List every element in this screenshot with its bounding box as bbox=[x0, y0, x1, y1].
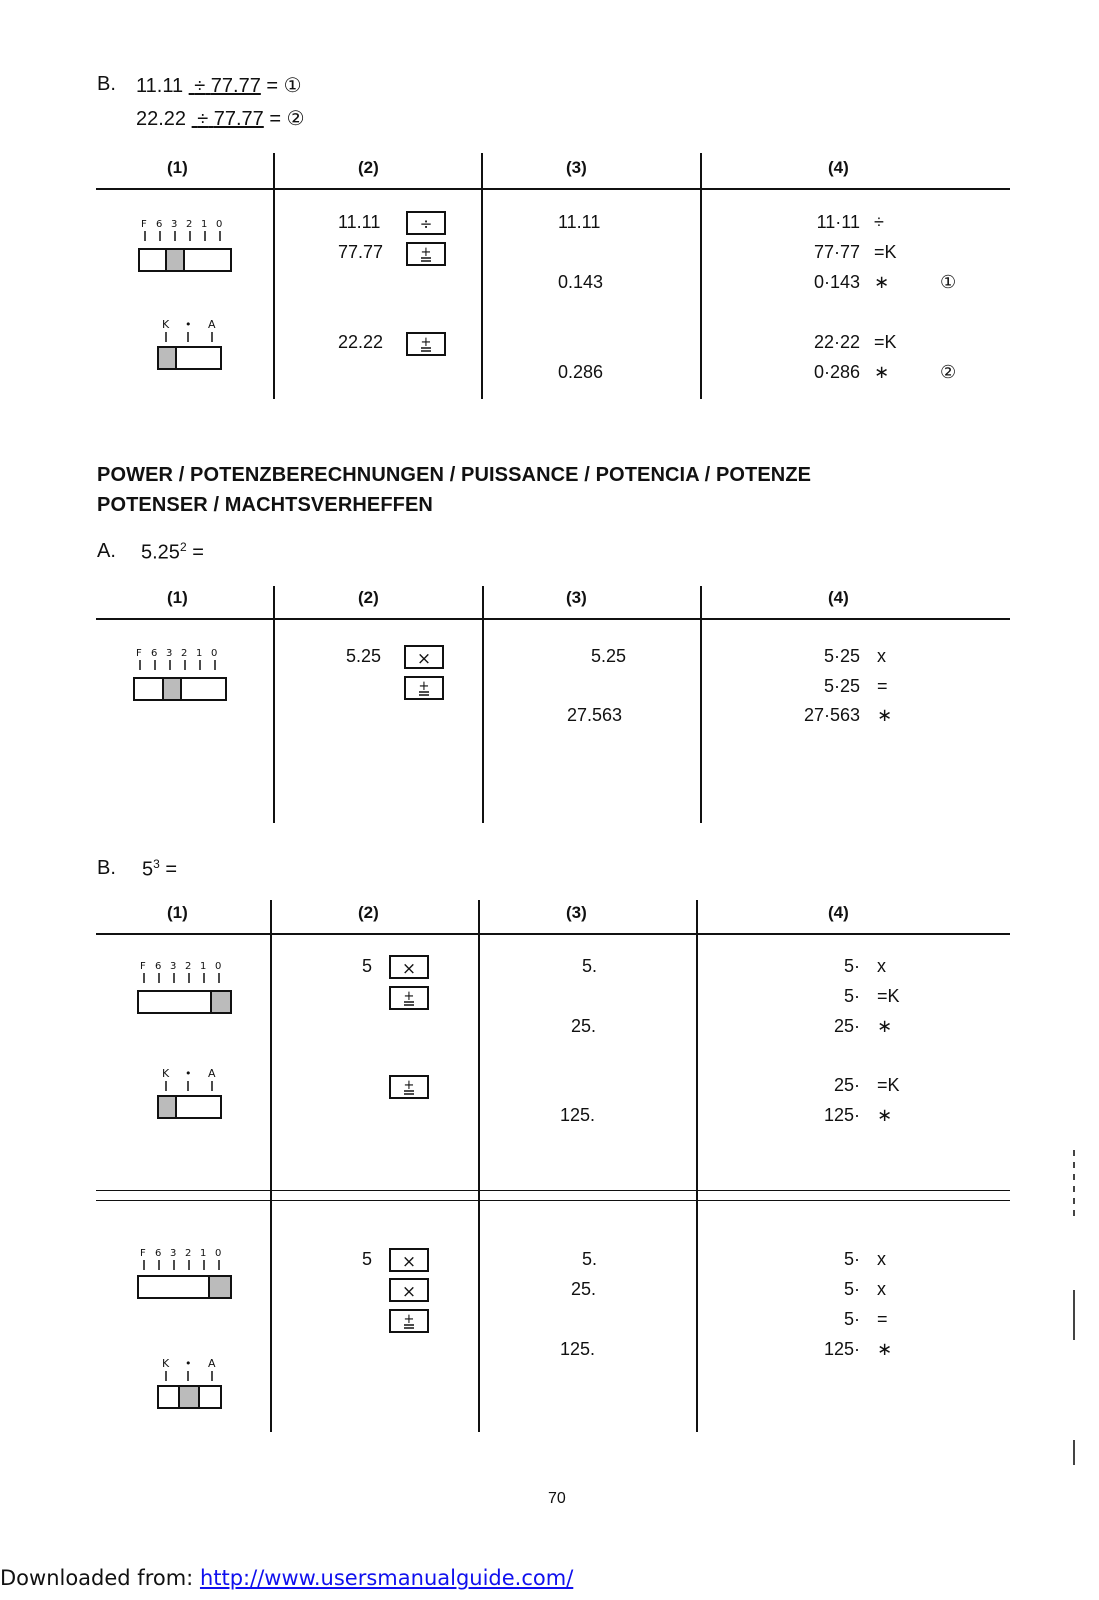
switch-label: 6 bbox=[156, 219, 163, 230]
double-rule bbox=[96, 1190, 1010, 1191]
svg-text:A: A bbox=[208, 1067, 216, 1080]
scan-margin-mark bbox=[1073, 1150, 1075, 1220]
svg-text:6: 6 bbox=[155, 1248, 162, 1259]
column-divider bbox=[481, 153, 483, 399]
col-header-4: (4) bbox=[828, 588, 849, 607]
entry-value: 5 bbox=[362, 956, 373, 976]
column-divider bbox=[700, 586, 702, 823]
printout-value: 5· bbox=[843, 1279, 860, 1299]
plus-equals-key-icon bbox=[389, 1075, 429, 1099]
circled-mark: ② bbox=[940, 362, 957, 382]
footer-link[interactable]: http://www.usersmanualguide.com/ bbox=[199, 1566, 574, 1590]
plus-equals-key-icon bbox=[389, 986, 429, 1010]
svg-text:2: 2 bbox=[185, 1248, 192, 1259]
header-rule bbox=[96, 618, 1010, 620]
section-title: POWER / POTENZBERECHNUNGEN / PUISSANCE / POTENCIA / POTENZE bbox=[97, 464, 812, 486]
col-header-3: (3) bbox=[566, 903, 587, 922]
switch-label: 2 bbox=[186, 219, 193, 230]
download-footer bbox=[0, 1566, 573, 1590]
header-rule bbox=[96, 188, 1010, 190]
equation-line-2 bbox=[136, 106, 305, 131]
printout-symbol: =K bbox=[877, 1075, 900, 1095]
svg-text:+: + bbox=[403, 989, 415, 1004]
section-a-label: A. bbox=[97, 540, 116, 562]
display-value: 25. bbox=[571, 1279, 597, 1299]
printout-value: 22·22 bbox=[813, 332, 860, 352]
section-b-label: B. bbox=[97, 73, 116, 95]
printout-symbol: x bbox=[877, 1249, 886, 1269]
rounding-selector-switch bbox=[157, 1065, 227, 1126]
printout-value: 25· bbox=[833, 1075, 860, 1095]
double-rule bbox=[96, 1200, 1010, 1201]
entry-value: 5 bbox=[362, 1249, 373, 1269]
plus-equals-key-icon bbox=[404, 676, 444, 700]
printout-value: 11·11 bbox=[816, 212, 860, 232]
printout-value: 5·25 bbox=[823, 646, 860, 666]
printout-value: 5· bbox=[843, 1249, 860, 1269]
svg-text:+: + bbox=[403, 1078, 415, 1093]
svg-text:•: • bbox=[185, 1357, 192, 1370]
col-header-2: (2) bbox=[358, 903, 379, 922]
svg-text:3: 3 bbox=[170, 961, 177, 972]
svg-text:1: 1 bbox=[200, 961, 207, 972]
display-value: 27.563 bbox=[567, 705, 623, 725]
display-value: 5. bbox=[582, 1249, 598, 1269]
svg-text:K: K bbox=[162, 1357, 170, 1370]
column-divider bbox=[482, 586, 484, 823]
printout-symbol: =K bbox=[877, 986, 900, 1006]
entry-value: 77.77 bbox=[338, 242, 384, 262]
svg-text:K: K bbox=[162, 1067, 170, 1080]
printout-value: 125· bbox=[823, 1105, 860, 1125]
operator: ÷ 77.77 bbox=[197, 108, 264, 130]
switch-label: 0 bbox=[216, 219, 223, 230]
printout-value: 5· bbox=[843, 986, 860, 1006]
column-divider bbox=[270, 900, 272, 1432]
decimal-selector-switch bbox=[137, 958, 237, 1021]
svg-text:×: × bbox=[401, 1252, 417, 1270]
entry-value: 5.25 bbox=[346, 646, 382, 666]
col-header-1: (1) bbox=[167, 903, 188, 922]
svg-text:3: 3 bbox=[170, 1248, 177, 1259]
switch-label: 1 bbox=[201, 219, 208, 230]
svg-text:F: F bbox=[140, 961, 146, 972]
column-divider bbox=[700, 153, 702, 399]
multiply-key-icon bbox=[389, 1248, 429, 1272]
display-value: 5.25 bbox=[591, 646, 627, 666]
svg-text:A: A bbox=[208, 1357, 216, 1370]
switch-label: F bbox=[141, 219, 147, 230]
printout-value: 5·25 bbox=[823, 676, 860, 696]
printout-symbol: ∗ bbox=[874, 272, 890, 292]
svg-text:1: 1 bbox=[200, 1248, 207, 1259]
divide-key-icon bbox=[406, 211, 446, 235]
printout-symbol: = bbox=[877, 676, 888, 696]
display-value: 25. bbox=[571, 1016, 597, 1036]
printout-value: 25· bbox=[833, 1016, 860, 1036]
header-rule bbox=[96, 933, 1010, 935]
rounding-selector-switch bbox=[157, 316, 227, 377]
equals: = bbox=[269, 108, 282, 130]
svg-text:×: × bbox=[401, 959, 417, 977]
circled-mark: ① bbox=[940, 272, 957, 292]
display-value: 125. bbox=[560, 1105, 596, 1125]
section-title-continued: POTENSER / MACHTSVERHEFFEN bbox=[97, 494, 433, 516]
display-value: 5. bbox=[582, 956, 598, 976]
display-value: 11.11 bbox=[558, 212, 601, 232]
printout-value: 0·143 bbox=[813, 272, 860, 292]
printout-symbol: ∗ bbox=[877, 1105, 893, 1125]
display-value: 125. bbox=[560, 1339, 596, 1359]
svg-text:+: + bbox=[420, 335, 432, 350]
operand: 11.11 bbox=[136, 75, 184, 97]
printout-symbol: x bbox=[877, 646, 886, 666]
display-value: 0.286 bbox=[558, 362, 604, 382]
svg-text:×: × bbox=[416, 649, 432, 667]
printout-symbol: ÷ bbox=[874, 212, 884, 232]
svg-text:1: 1 bbox=[196, 648, 203, 659]
printout-value: 0·286 bbox=[813, 362, 860, 382]
svg-text:6: 6 bbox=[155, 961, 162, 972]
printout-symbol: ∗ bbox=[877, 705, 893, 725]
circled-mark: ② bbox=[286, 108, 305, 130]
printout-value: 5· bbox=[843, 956, 860, 976]
column-divider bbox=[273, 153, 275, 399]
power-equation-b: $5^3$ = bbox=[142, 857, 178, 881]
printout-symbol: x bbox=[877, 1279, 886, 1299]
svg-text:2: 2 bbox=[185, 961, 192, 972]
printout-value: 77·77 bbox=[813, 242, 860, 262]
column-divider bbox=[696, 900, 698, 1432]
decimal-selector-switch bbox=[138, 216, 234, 279]
svg-text:•: • bbox=[185, 1067, 192, 1080]
switch-label: 3 bbox=[171, 219, 178, 230]
printout-symbol: ∗ bbox=[874, 362, 890, 382]
svg-text:F: F bbox=[136, 648, 142, 659]
display-value: 0.143 bbox=[558, 272, 604, 292]
decimal-selector-switch bbox=[133, 645, 229, 708]
switch-label: A bbox=[208, 318, 216, 331]
col-header-3: (3) bbox=[566, 588, 587, 607]
plus-equals-key-icon bbox=[406, 242, 446, 266]
printout-symbol: ∗ bbox=[877, 1016, 893, 1036]
multiply-key-icon bbox=[404, 645, 444, 669]
svg-text:+: + bbox=[418, 679, 430, 694]
power-equation-a: 5.25$^2$ = bbox=[141, 540, 204, 564]
col-header-3: (3) bbox=[566, 158, 587, 177]
decimal-selector-switch bbox=[137, 1245, 237, 1308]
plus-equals-key-icon bbox=[389, 1309, 429, 1333]
col-header-2: (2) bbox=[358, 588, 379, 607]
equals: = bbox=[266, 75, 279, 97]
svg-text:2: 2 bbox=[181, 648, 188, 659]
printout-symbol: =K bbox=[874, 332, 897, 352]
col-header-2: (2) bbox=[358, 158, 379, 177]
page-number: 70 bbox=[548, 1490, 566, 1507]
printout-value: 125· bbox=[823, 1339, 860, 1359]
printout-value: 27·563 bbox=[803, 705, 860, 725]
svg-text:0: 0 bbox=[215, 961, 222, 972]
svg-text:3: 3 bbox=[166, 648, 173, 659]
equation-line-1 bbox=[136, 73, 302, 98]
printout-symbol: =K bbox=[874, 242, 897, 262]
multiply-key-icon bbox=[389, 1278, 429, 1302]
switch-label: K bbox=[162, 318, 170, 331]
circled-mark: ① bbox=[283, 75, 302, 97]
entry-value: 11.11 bbox=[338, 212, 381, 232]
multiply-key-icon bbox=[389, 955, 429, 979]
section-b2-label: B. bbox=[97, 857, 116, 879]
operator: ÷ 77.77 bbox=[194, 75, 261, 97]
col-header-4: (4) bbox=[828, 903, 849, 922]
svg-text:0: 0 bbox=[215, 1248, 222, 1259]
rounding-selector-switch bbox=[157, 1355, 227, 1416]
printout-symbol: x bbox=[877, 956, 886, 976]
svg-text:0: 0 bbox=[211, 648, 218, 659]
printout-value: 5· bbox=[843, 1309, 860, 1329]
column-divider bbox=[478, 900, 480, 1432]
svg-text:+: + bbox=[403, 1312, 415, 1327]
scan-margin-mark bbox=[1073, 1290, 1075, 1340]
svg-text:÷: ÷ bbox=[419, 215, 433, 233]
scan-margin-mark bbox=[1073, 1440, 1075, 1465]
svg-text:F: F bbox=[140, 1248, 146, 1259]
column-divider bbox=[273, 586, 275, 823]
footer-label: Downloaded from: bbox=[0, 1566, 194, 1590]
operand: 22.22 bbox=[136, 108, 187, 130]
printout-symbol: ∗ bbox=[877, 1339, 893, 1359]
svg-text:+: + bbox=[420, 245, 432, 260]
svg-text:6: 6 bbox=[151, 648, 158, 659]
col-header-1: (1) bbox=[167, 158, 188, 177]
col-header-4: (4) bbox=[828, 158, 849, 177]
col-header-1: (1) bbox=[167, 588, 188, 607]
switch-label: • bbox=[185, 318, 192, 331]
svg-text:×: × bbox=[401, 1282, 417, 1300]
entry-value: 22.22 bbox=[338, 332, 384, 352]
printout-symbol: = bbox=[877, 1309, 888, 1329]
plus-equals-key-icon bbox=[406, 332, 446, 356]
